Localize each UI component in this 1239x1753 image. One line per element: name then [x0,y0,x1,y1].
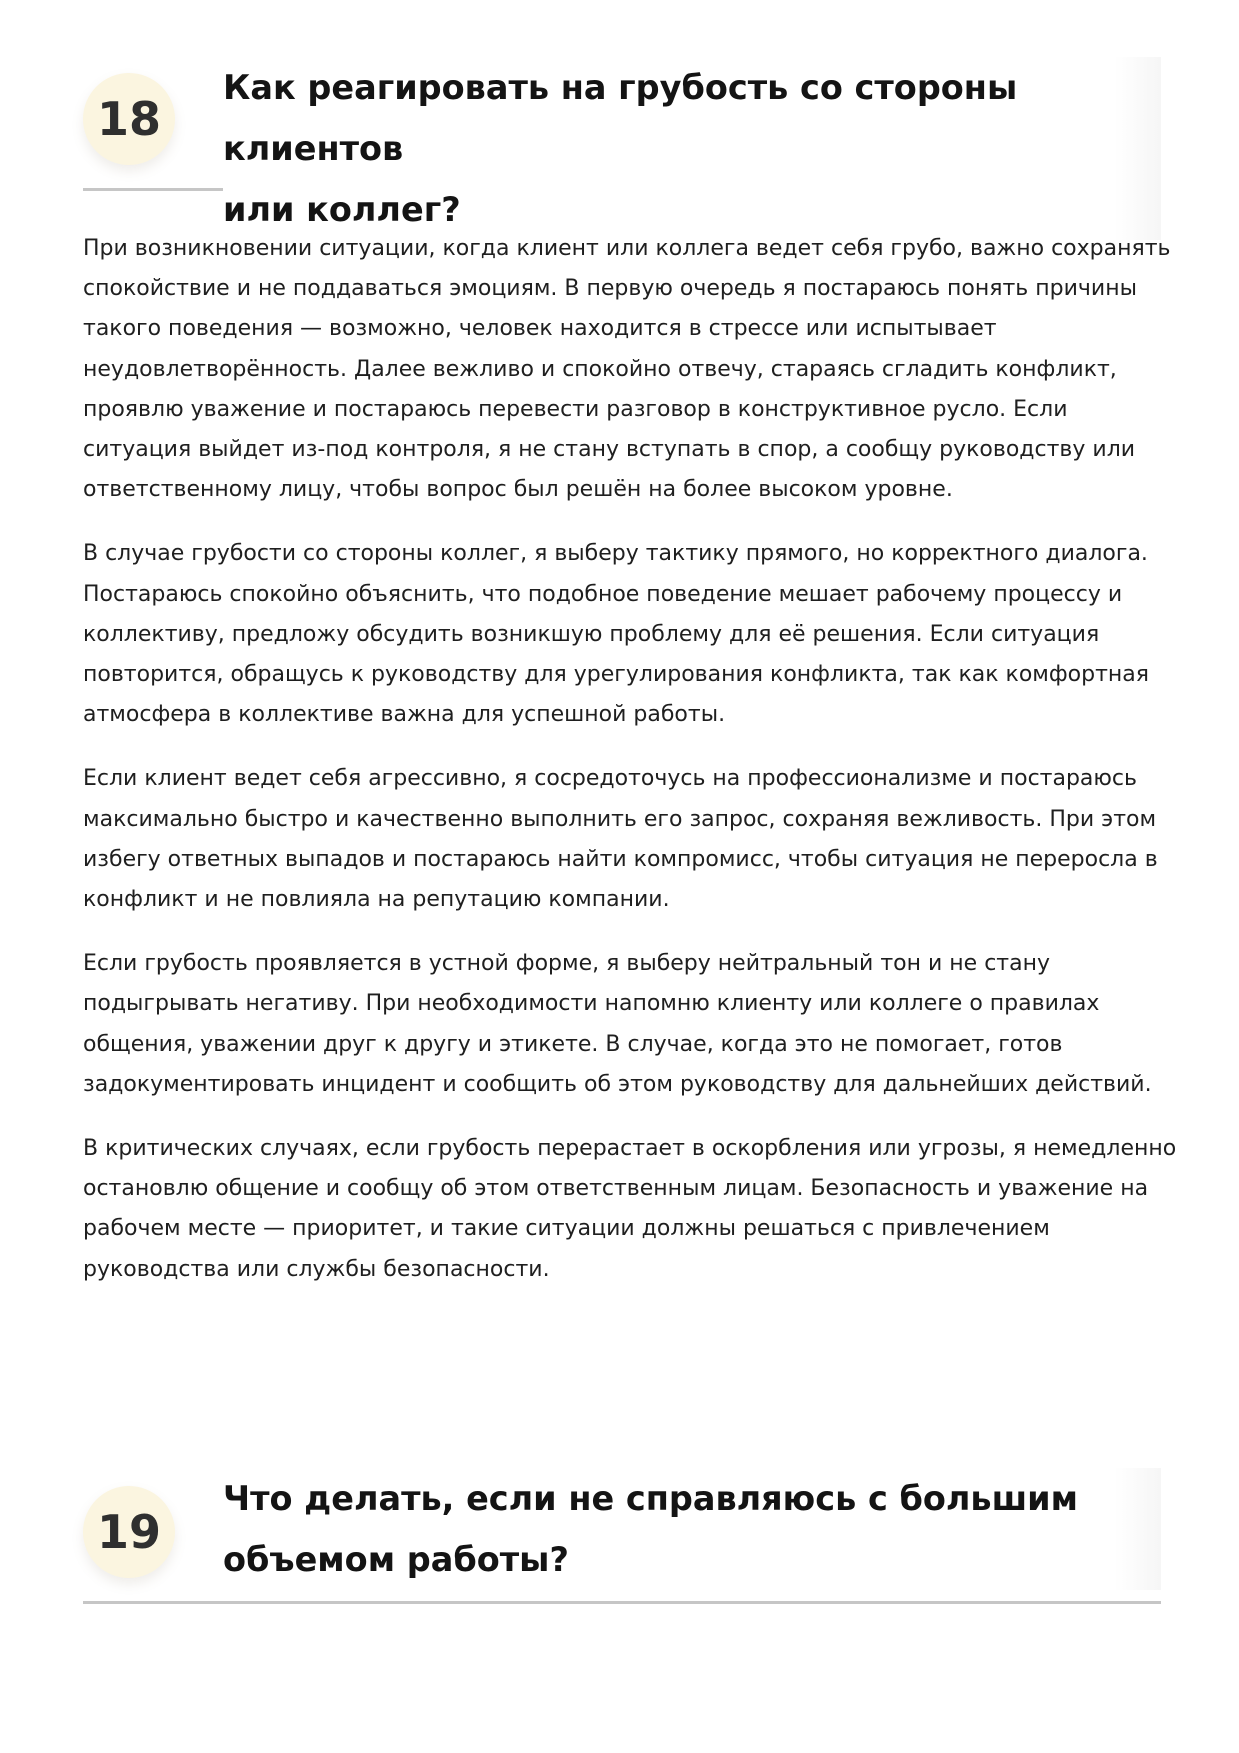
text-line: повторится, обращусь к руководству для урегулирования конфликта, так как комфортная [83,662,1150,688]
text-line: ситуация выйдет из-под контроля, я не стану вступать в спор, а сообщу руководству или [83,437,1136,463]
text-line: рабочем месте — приоритет, и такие ситуации должны решаться с привлечением [83,1216,1050,1242]
text-line: конфликт и не повлияла на репутацию компании. [83,887,670,913]
paragraph [83,534,1178,735]
text-line: Постараюсь спокойно объяснить, что подобное поведение мешает рабочему процессу и [83,581,1123,607]
text-line: При возникновении ситуации, когда клиент или коллега ведет себя грубо, важно сохранять [83,236,1171,261]
section-title-line: или коллег? [223,190,461,229]
section-number-badge: 19 [83,1486,175,1578]
text-line: руководства или службы безопасности. [83,1256,550,1282]
section-title-line: Как реагировать на грубость со стороны клиентов [223,68,1018,168]
paragraph [83,944,1178,1105]
text-line: Если клиент ведет себя агрессивно, я сосредоточусь на профессионализме и постараюсь [83,766,1137,792]
text-line: ответственному лицу, чтобы вопрос был решён на более высоком уровне. [83,477,953,503]
section-19-header [83,1461,1161,1604]
section-title [223,57,1161,240]
section-title-line: объемом работы? [223,1540,569,1579]
text-line: задокументировать инцидент и сообщить об этом руководству для дальнейших действий. [83,1071,1152,1097]
section-title [223,1468,1161,1590]
text-line: Если грубость проявляется в устной форме, я выберу нейтральный тон и не стану [83,951,1050,977]
text-line: избегу ответных выпадов и постараюсь найти компромисс, чтобы ситуация не переросла в [83,846,1158,872]
text-line: коллективу, предложу обсудить возникшую проблему для её решения. Если ситуация [83,621,1100,647]
text-line: подыгрывать негативу. При необходимости напомню клиенту или коллеге о правилах [83,991,1100,1017]
text-line: остановлю общение и сообщу об этом ответственным лицам. Безопасность и уважение на [83,1176,1149,1202]
text-line: В критических случаях, если грубость перерастает в оскорбления или угрозы, я немедленно [83,1136,1177,1162]
text-line: общения, уважении друг к другу и этикете. В случае, когда это не помогает, готов [83,1031,1063,1057]
text-line: атмосфера в коллективе важна для успешной работы. [83,702,726,728]
paragraph [83,759,1178,920]
text-line: максимально быстро и качественно выполнить его запрос, сохраняя вежливость. При этом [83,806,1157,832]
section-18-body [83,229,1178,1314]
text-line: неудовлетворённость. Далее вежливо и спокойно отвечу, стараясь сгладить конфликт, [83,356,1117,382]
text-line: В случае грубости со стороны коллег, я выберу тактику прямого, но корректного диалога. [83,541,1148,567]
section-number-badge: 18 [83,73,175,165]
text-line: такого поведения — возможно, человек находится в стрессе или испытывает [83,316,997,342]
section-title-line: Что делать, если не справляюсь с большим [223,1479,1079,1518]
paragraph [83,1129,1178,1290]
text-line: спокойствие и не поддаваться эмоциям. В первую очередь я постараюсь понять причины [83,276,1137,302]
text-line: проявлю уважение и постараюсь перевести разговор в конструктивное русло. Если [83,396,1068,422]
section-18-header [83,50,1161,229]
paragraph [83,229,1178,510]
